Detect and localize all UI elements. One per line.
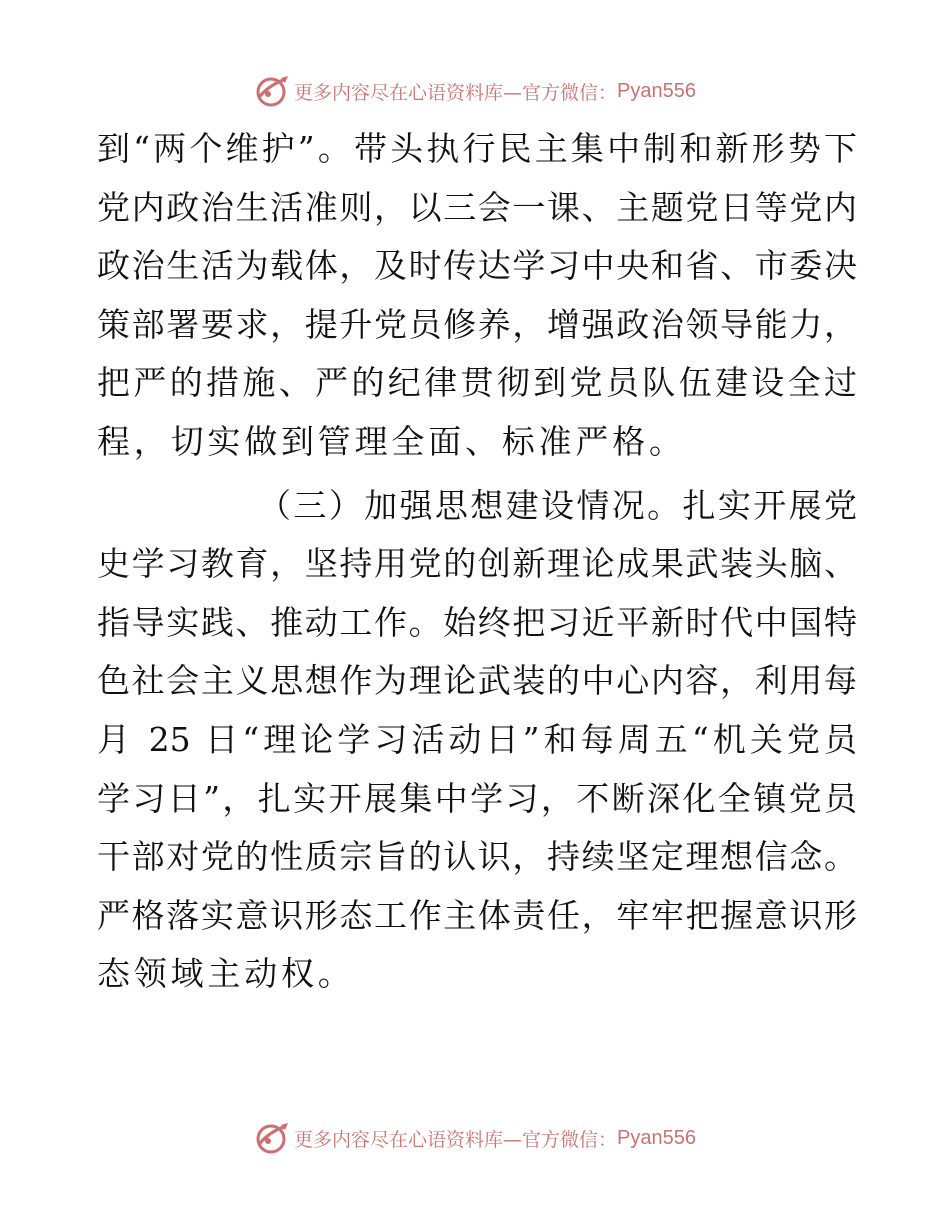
text-line: 程，切实做到管理全面、标准严格。 [97, 421, 686, 461]
text-line: 严格落实意识形态工作主体责任，牢牢把握意识形 [97, 895, 857, 935]
text-line: 史学习教育，坚持用党的创新理论成果武装头脑、 [97, 544, 857, 584]
pen-logo-icon [254, 74, 290, 108]
paragraph-1 [97, 120, 857, 472]
section-heading-line: （三）加强思想建设情况。扎实开展党 [258, 485, 857, 525]
text-line: 政治生活为载体，及时传达学习中央和省、市委决 [97, 246, 857, 286]
text-line: 干部对党的性质宗旨的认识，持续坚定理想信念。 [97, 837, 857, 877]
paragraph-2 [97, 477, 857, 1004]
watermark-text: 更多内容尽在心语资料库—官方微信： [294, 1128, 618, 1151]
text-line: 到“两个维护”。带头执行民主集中制和新形势下 [97, 129, 857, 168]
text-line: 把严的措施、严的纪律贯彻到党员队伍建设全过 [97, 363, 857, 403]
text-line: 学习日”，扎实开展集中学习，不断深化全镇党员 [97, 778, 857, 818]
text-line: 月 25 日“理论学习活动日”和每周五“机关党员 [97, 719, 857, 759]
watermark-wechat-id: Pyan556 [617, 79, 696, 102]
watermark-wechat-id: Pyan556 [617, 1126, 696, 1149]
text-line: 态领域主动权。 [97, 954, 355, 994]
watermark-text: 更多内容尽在心语资料库—官方微信： [294, 81, 618, 104]
header-watermark [0, 71, 950, 111]
footer-watermark [0, 1118, 950, 1158]
text-line: 色社会主义思想作为理论武装的中心内容，利用每 [97, 661, 857, 701]
document-body [97, 120, 857, 1004]
text-line: 策部署要求，提升党员修养，增强政治领导能力， [97, 304, 857, 344]
pen-logo-icon [254, 1121, 290, 1155]
text-line: 指导实践、推动工作。始终把习近平新时代中国特 [97, 602, 857, 642]
text-line: 党内政治生活准则，以三会一课、主题党日等党内 [97, 187, 857, 227]
